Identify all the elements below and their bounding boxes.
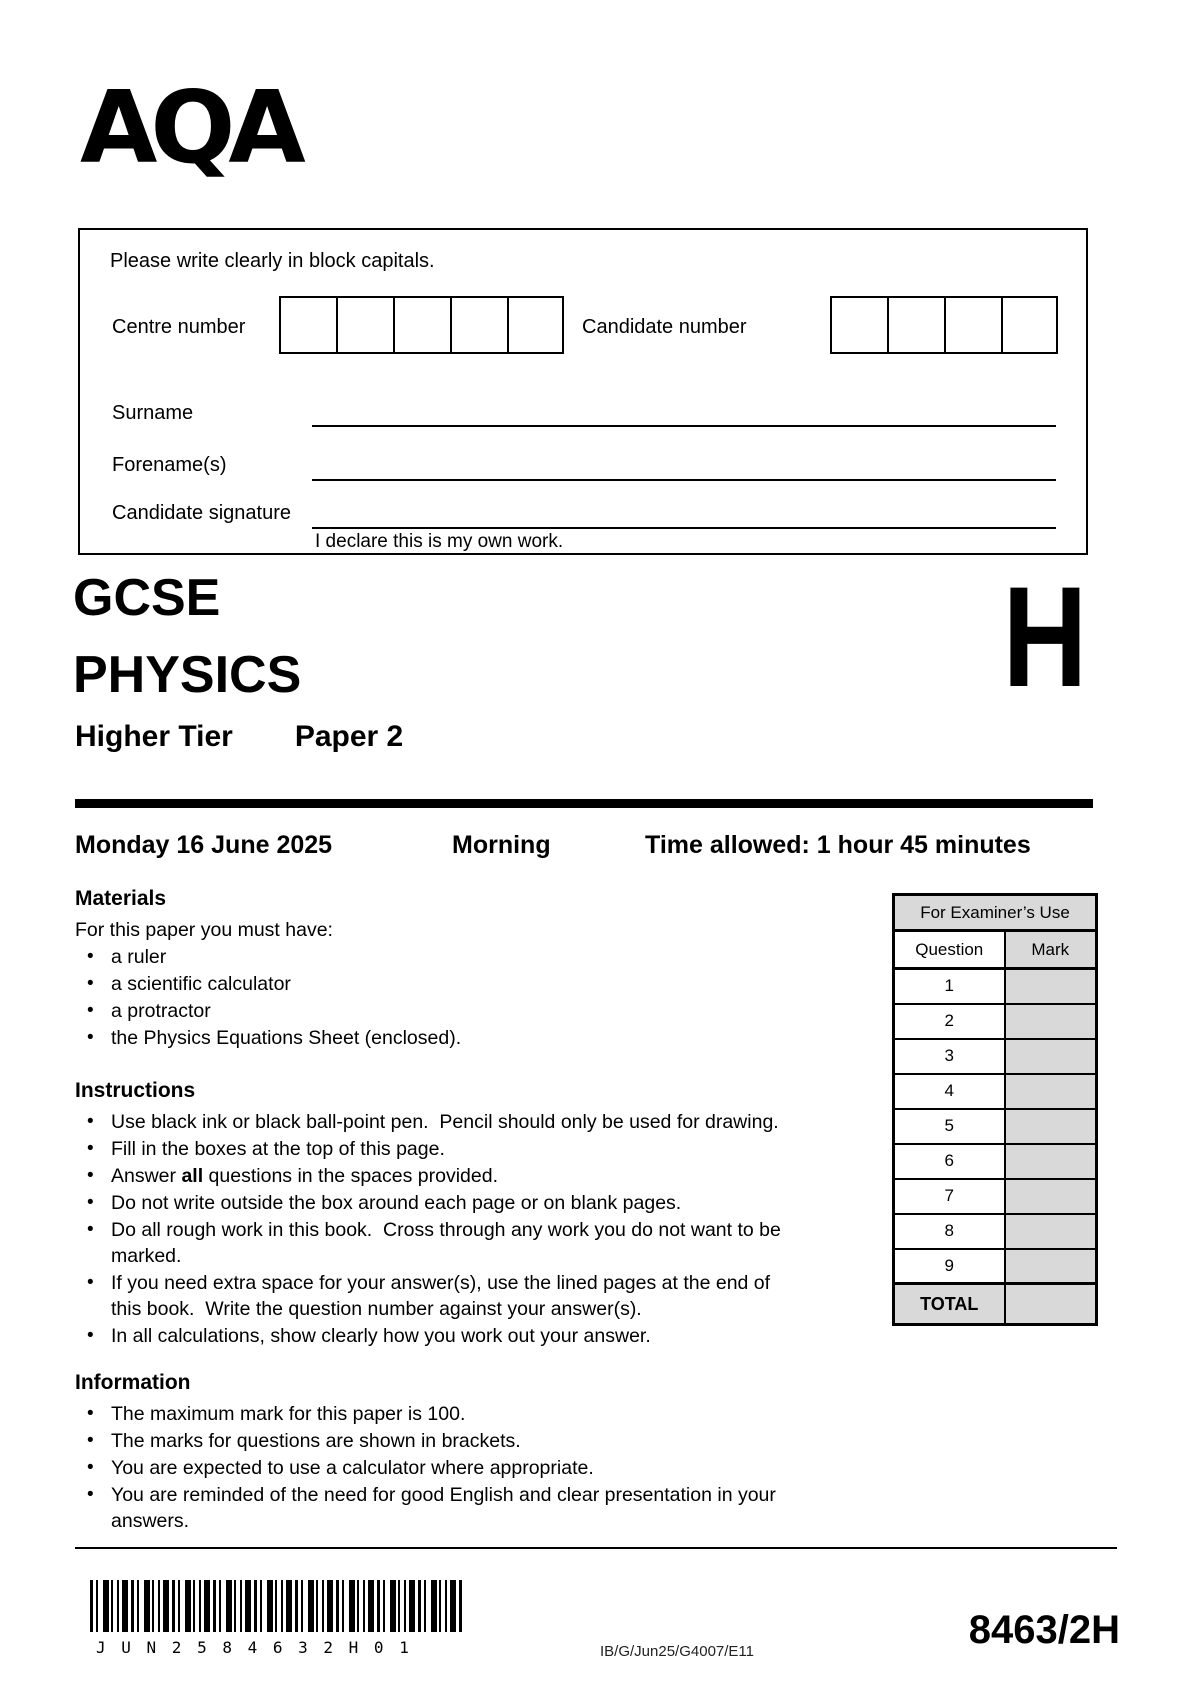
question-number: 1 bbox=[894, 969, 1005, 1004]
divider-thin bbox=[75, 1547, 1117, 1549]
list-item: • Do not write outside the box around each page or on blank pages. bbox=[75, 1190, 783, 1216]
question-number: 2 bbox=[894, 1004, 1005, 1039]
barcode-text: J U N 2 5 8 4 6 3 2 H 0 1 bbox=[96, 1638, 412, 1657]
exam-session: Morning bbox=[452, 831, 551, 859]
mark-cell bbox=[1005, 969, 1097, 1004]
table-row bbox=[894, 1179, 1097, 1214]
paper-label: Paper 2 bbox=[294, 720, 404, 753]
mark-cell bbox=[1005, 1039, 1097, 1074]
centre-number-boxes bbox=[279, 296, 564, 354]
materials-list bbox=[75, 944, 783, 1051]
list-item: • a ruler bbox=[75, 944, 783, 970]
information-list bbox=[75, 1401, 783, 1534]
table-row bbox=[894, 1004, 1097, 1039]
list-item: • The maximum mark for this paper is 100. bbox=[75, 1401, 783, 1427]
candidate-number-cell[interactable] bbox=[887, 296, 944, 354]
examiner-table-title: For Examiner’s Use bbox=[894, 895, 1097, 931]
centre-number-cell[interactable] bbox=[507, 296, 564, 354]
total-label: TOTAL bbox=[894, 1284, 1005, 1325]
centre-number-cell[interactable] bbox=[336, 296, 393, 354]
list-item: • You are reminded of the need for good English and clear presentation in your answers. bbox=[75, 1482, 783, 1534]
table-row bbox=[894, 969, 1097, 1004]
candidate-number-label: Candidate number bbox=[582, 316, 747, 338]
list-item: • The marks for questions are shown in brackets. bbox=[75, 1428, 783, 1454]
qualification-label: GCSE bbox=[73, 569, 221, 627]
exam-date: Monday 16 June 2025 bbox=[75, 831, 333, 859]
centre-number-cell[interactable] bbox=[393, 296, 450, 354]
list-item: • If you need extra space for your answer(s), use the lined pages at the end of this book. Write the question number against your answer(s). bbox=[75, 1270, 783, 1322]
time-allowed: Time allowed: 1 hour 45 minutes bbox=[645, 831, 1031, 859]
mark-cell bbox=[1005, 1004, 1097, 1039]
question-number: 9 bbox=[894, 1249, 1005, 1284]
subject-label: PHYSICS bbox=[73, 646, 302, 704]
forename-label: Forename(s) bbox=[112, 454, 227, 476]
mark-cell bbox=[1005, 1144, 1097, 1179]
list-item: • a protractor bbox=[75, 998, 783, 1024]
higher-tier-letter: H bbox=[1002, 558, 1087, 717]
list-item: • a scientific calculator bbox=[75, 971, 783, 997]
table-row bbox=[894, 1214, 1097, 1249]
centre-number-cell[interactable] bbox=[279, 296, 336, 354]
list-item: • In all calculations, show clearly how you work out your answer. bbox=[75, 1323, 783, 1349]
mark-column-header: Mark bbox=[1005, 931, 1097, 969]
list-item: • Fill in the boxes at the top of this page. bbox=[75, 1136, 783, 1162]
list-item: • Answer all questions in the spaces provided. bbox=[75, 1163, 783, 1189]
list-item: • Use black ink or black ball-point pen. Pencil should only be used for drawing. bbox=[75, 1109, 783, 1135]
instructions-section bbox=[75, 1078, 787, 1349]
question-number: 7 bbox=[894, 1179, 1005, 1214]
question-column-header: Question bbox=[894, 931, 1005, 969]
list-item: • Do all rough work in this book. Cross through any work you do not want to be marked. bbox=[75, 1217, 783, 1269]
surname-label: Surname bbox=[112, 402, 194, 424]
list-item: • the Physics Equations Sheet (enclosed). bbox=[75, 1025, 783, 1051]
block-capitals-note: Please write clearly in block capitals. bbox=[110, 250, 435, 272]
question-number: 4 bbox=[894, 1074, 1005, 1109]
divider-thick bbox=[75, 799, 1093, 808]
aqa-logo: AQA bbox=[80, 69, 299, 186]
tier-paper-row bbox=[75, 720, 403, 754]
forename-line[interactable] bbox=[312, 479, 1056, 481]
question-number: 6 bbox=[894, 1144, 1005, 1179]
table-row bbox=[894, 1074, 1097, 1109]
materials-heading: Materials bbox=[75, 887, 167, 910]
centre-number-label: Centre number bbox=[112, 316, 246, 338]
paper-code: 8463/2H bbox=[968, 1608, 1120, 1652]
table-row bbox=[894, 1039, 1097, 1074]
materials-intro: For this paper you must have: bbox=[75, 919, 333, 941]
question-number: 8 bbox=[894, 1214, 1005, 1249]
mark-cell bbox=[1005, 1249, 1097, 1284]
signature-label: Candidate signature bbox=[112, 502, 292, 524]
qualification-title bbox=[73, 560, 301, 714]
candidate-details-box bbox=[78, 228, 1088, 555]
instructions-heading: Instructions bbox=[75, 1079, 196, 1102]
mark-cell bbox=[1005, 1214, 1097, 1249]
table-row bbox=[894, 1249, 1097, 1284]
mark-cell bbox=[1005, 1179, 1097, 1214]
total-mark-cell bbox=[1005, 1284, 1097, 1325]
question-number: 5 bbox=[894, 1109, 1005, 1144]
candidate-number-cell[interactable] bbox=[830, 296, 887, 354]
centre-number-cell[interactable] bbox=[450, 296, 507, 354]
signature-line[interactable] bbox=[312, 527, 1056, 529]
candidate-number-cell[interactable] bbox=[1001, 296, 1058, 354]
materials-section bbox=[75, 886, 783, 1051]
table-row bbox=[894, 1144, 1097, 1179]
barcode bbox=[90, 1580, 462, 1632]
form-reference: IB/G/Jun25/G4007/E11 bbox=[600, 1643, 754, 1660]
examiner-use-table bbox=[892, 893, 1098, 1326]
question-number: 3 bbox=[894, 1039, 1005, 1074]
information-section bbox=[75, 1370, 783, 1534]
mark-cell bbox=[1005, 1109, 1097, 1144]
declaration-note: I declare this is my own work. bbox=[315, 531, 564, 552]
tier-label: Higher Tier bbox=[75, 720, 233, 753]
table-row bbox=[894, 1109, 1097, 1144]
surname-line[interactable] bbox=[312, 425, 1056, 427]
candidate-number-cell[interactable] bbox=[944, 296, 1001, 354]
information-heading: Information bbox=[75, 1371, 191, 1394]
list-item: • You are expected to use a calculator where appropriate. bbox=[75, 1455, 783, 1481]
mark-cell bbox=[1005, 1074, 1097, 1109]
instructions-list bbox=[75, 1109, 787, 1349]
candidate-number-boxes bbox=[830, 296, 1058, 354]
